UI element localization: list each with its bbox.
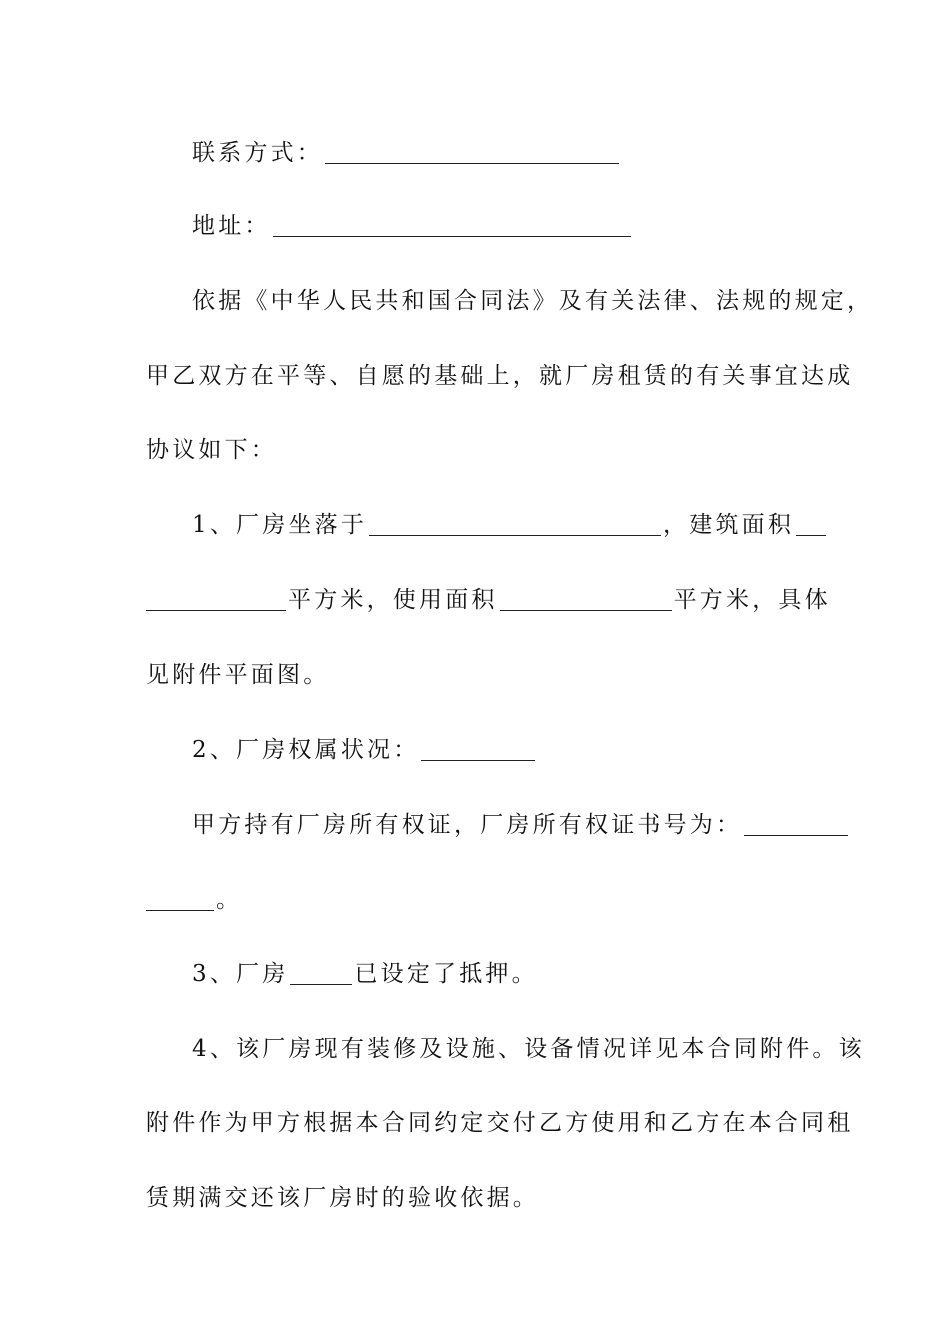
item1-location-label: 1、厂房坐落于 <box>192 512 368 538</box>
item4-line-1 <box>192 1029 865 1069</box>
contact-line <box>192 133 857 173</box>
item4-text-1: 4、该厂房现有装修及设施、设备情况详见本合同附件。该 <box>192 1036 865 1062</box>
address-line <box>192 206 857 246</box>
item2-line <box>192 730 857 770</box>
cert-number-blank[interactable] <box>146 888 214 911</box>
item4-text-2: 附件作为甲方根据本合同约定交付乙方使用和乙方在本合同租 <box>146 1110 854 1136</box>
building-area-blank[interactable] <box>146 588 286 611</box>
usable-area-blank[interactable] <box>500 588 672 611</box>
item1-line-1 <box>192 505 857 545</box>
item1-unit-label: 平方米，具体 <box>673 587 831 613</box>
cert-text: 甲方持有厂房所有权证，厂房所有权证书号为： <box>192 812 743 838</box>
ownership-status-blank[interactable] <box>421 738 535 761</box>
intro-line-3 <box>146 430 811 470</box>
item1-usable-label: 平方米，使用面积 <box>288 587 498 613</box>
item4-line-2 <box>146 1103 854 1143</box>
address-blank[interactable] <box>273 214 631 237</box>
location-blank[interactable] <box>369 513 661 536</box>
mortgage-blank[interactable] <box>290 962 352 985</box>
item3-label: 3、厂房 <box>192 961 289 987</box>
address-label: 地址： <box>192 213 271 239</box>
contact-label: 联系方式： <box>192 140 323 166</box>
building-area-blank-start[interactable] <box>796 513 826 536</box>
item4-line-3 <box>146 1178 811 1218</box>
cert-end: 。 <box>216 887 243 913</box>
item1-line-3 <box>146 655 811 695</box>
item2-text: 2、厂房权属状况： <box>192 737 420 763</box>
item4-text-3: 赁期满交还该厂房时的验收依据。 <box>146 1185 539 1211</box>
intro-text-1: 依据《中华人民共和国合同法》及有关法律、法规的规定， <box>192 288 874 314</box>
cert-line-1 <box>192 805 857 845</box>
item1-line-2 <box>146 580 831 620</box>
item1-area-label: ，建筑面积 <box>663 512 795 538</box>
intro-line-1 <box>192 281 874 321</box>
intro-line-2 <box>146 356 854 396</box>
cert-line-2 <box>146 880 811 920</box>
item3-line <box>192 954 857 994</box>
item3-text: 已设定了抵押。 <box>354 961 538 987</box>
cert-number-blank-start[interactable] <box>744 813 848 836</box>
intro-text-3: 协议如下： <box>146 437 277 463</box>
item1-appendix-text: 见附件平面图。 <box>146 662 330 688</box>
intro-text-2: 甲乙双方在平等、自愿的基础上，就厂房租赁的有关事宜达成 <box>146 363 854 389</box>
contact-blank[interactable] <box>325 141 619 164</box>
